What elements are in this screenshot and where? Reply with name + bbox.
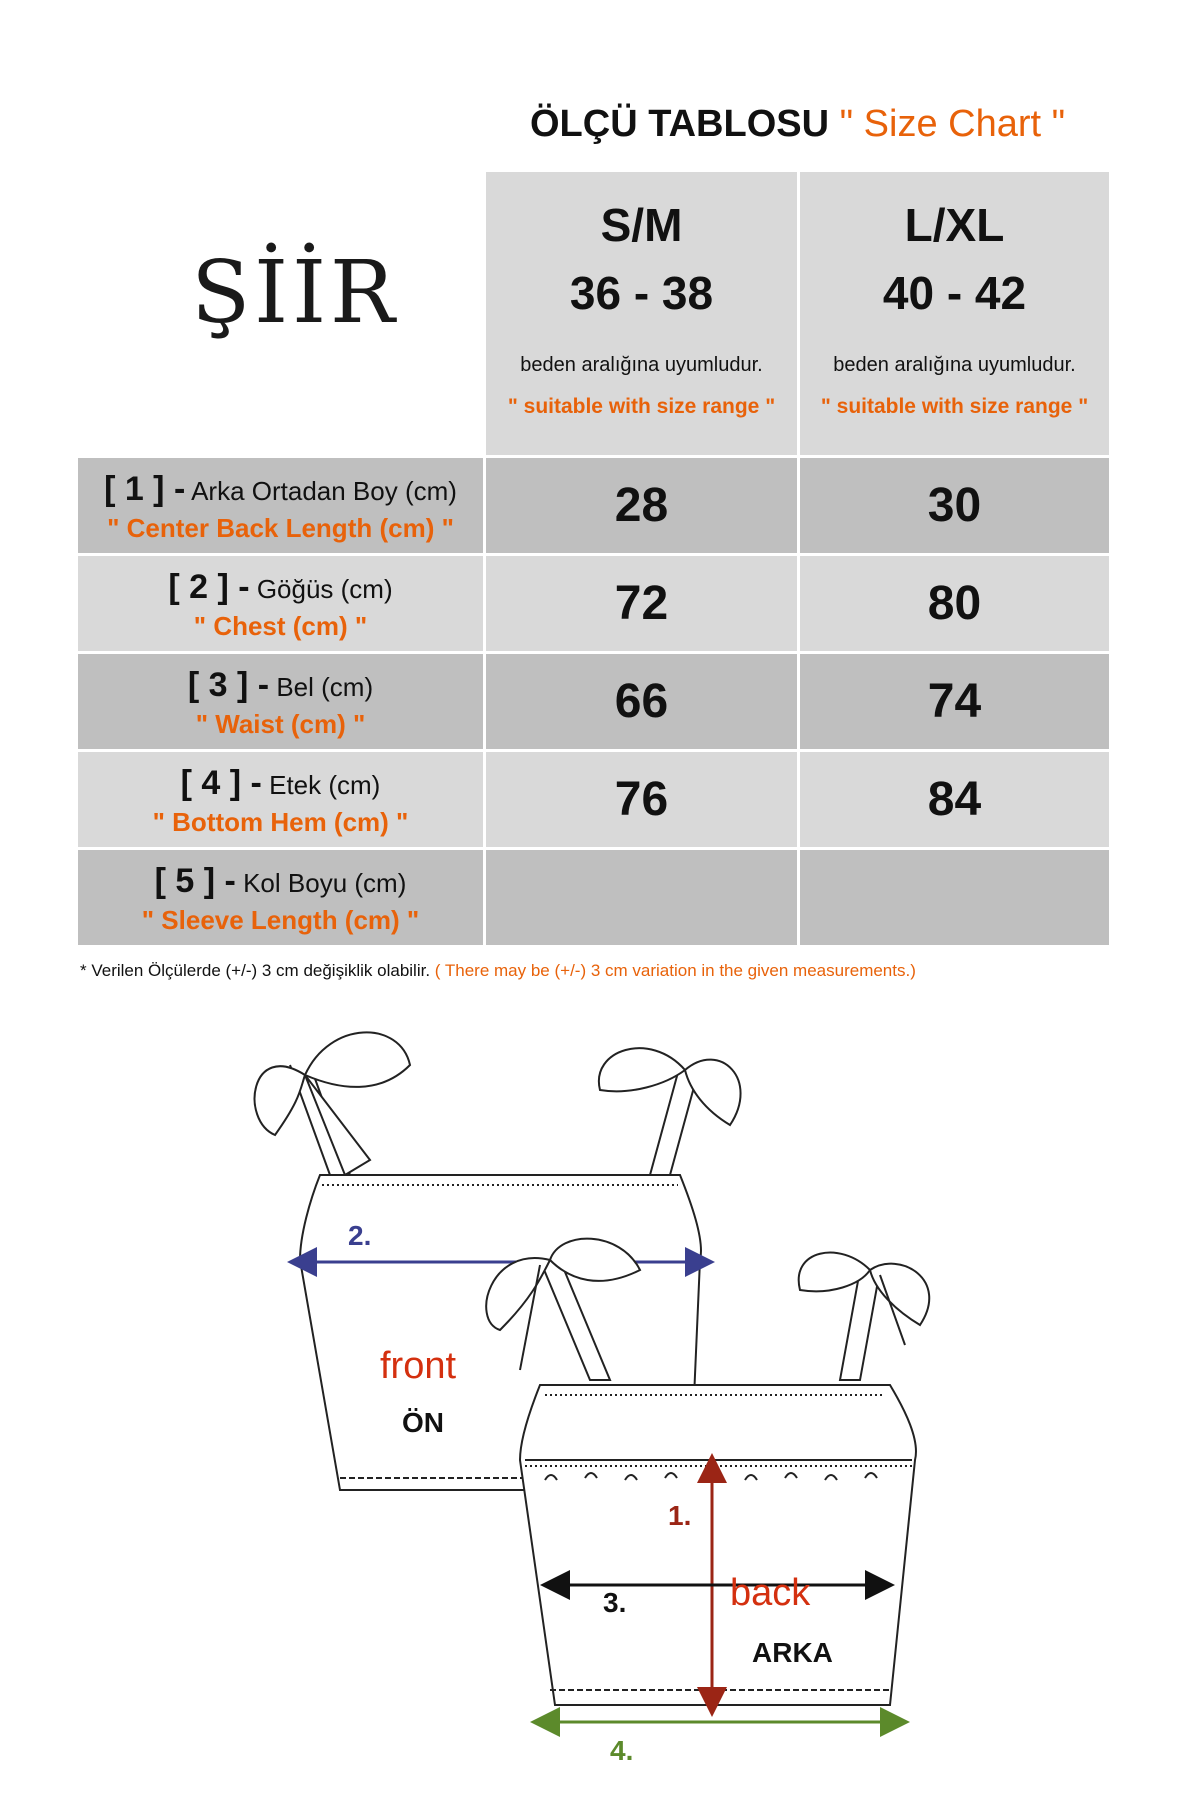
back-label-tr: ARKA <box>752 1637 833 1668</box>
measurement-name-en: " Bottom Hem (cm) " <box>152 807 409 837</box>
size-range: 36 - 38 <box>569 267 714 319</box>
value-lxl: 84 <box>800 752 1109 847</box>
value-lxl: 74 <box>800 654 1109 749</box>
measurement-marker-3: 3. <box>603 1587 627 1618</box>
size-chart-title <box>530 103 1065 146</box>
value-sm: 76 <box>486 752 797 847</box>
table-row <box>78 752 1109 847</box>
measurement-label <box>78 654 483 749</box>
measurement-label <box>78 752 483 847</box>
measurement-name-tr: Göğüs (cm) <box>256 574 393 604</box>
value-sm: 28 <box>486 458 797 553</box>
measurement-name-tr: Kol Boyu (cm) <box>243 868 407 898</box>
table-row <box>78 850 1109 945</box>
title-english: " Size Chart " <box>839 103 1066 145</box>
measurement-marker-4: 4. <box>610 1735 634 1766</box>
measurement-number: [ 2 ] - <box>168 568 250 606</box>
value-sm: 66 <box>486 654 797 749</box>
measurement-name-en: " Chest (cm) " <box>193 611 368 641</box>
measurement-number: [ 1 ] - <box>104 470 186 508</box>
measurement-name-tr: Bel (cm) <box>276 672 374 702</box>
measurement-name-en: " Sleeve Length (cm) " <box>141 905 420 935</box>
front-label-tr: ÖN <box>402 1407 444 1438</box>
measurement-name-tr: Arka Ortadan Boy (cm) <box>191 476 457 506</box>
measurement-marker-2: 2. <box>348 1220 372 1251</box>
size-note-tr: beden aralığına uyumludur. <box>833 354 1076 376</box>
table-row <box>78 654 1109 749</box>
tolerance-note <box>80 961 916 981</box>
size-note-en: " suitable with size range " <box>820 395 1089 418</box>
front-label-en: front <box>380 1345 457 1387</box>
measurement-marker-1: 1. <box>668 1500 692 1531</box>
size-label: S/M <box>600 199 683 251</box>
measurement-number: [ 3 ] - <box>187 666 270 704</box>
garment-diagram <box>0 990 1200 1800</box>
measurement-number: [ 5 ] - <box>154 862 236 900</box>
value-lxl: 30 <box>800 458 1109 553</box>
measurement-name-tr: Etek (cm) <box>269 770 381 800</box>
brand-logo: ŞİİR <box>191 243 399 343</box>
value-lxl <box>800 850 1109 945</box>
back-label-en: back <box>730 1572 811 1614</box>
title-turkish: ÖLÇÜ TABLOSU <box>530 103 830 145</box>
value-sm: 72 <box>486 556 797 651</box>
measurement-label <box>78 850 483 945</box>
size-range: 40 - 42 <box>882 267 1027 319</box>
value-lxl: 80 <box>800 556 1109 651</box>
table-row <box>78 458 1109 553</box>
measurement-name-en: " Waist (cm) " <box>195 709 366 739</box>
size-label: L/XL <box>904 199 1005 251</box>
measurement-number: [ 4 ] - <box>180 764 262 802</box>
size-header-lxl <box>800 172 1109 455</box>
value-sm <box>486 850 797 945</box>
size-note-en: " suitable with size range " <box>507 395 776 418</box>
size-note-tr: beden aralığına uyumludur. <box>520 354 763 376</box>
note-en: ( There may be (+/-) 3 cm variation in the given measurements.) <box>434 961 916 980</box>
note-tr: * Verilen Ölçülerde (+/-) 3 cm değişiklik olabilir. <box>80 961 431 980</box>
measurement-name-en: " Center Back Length (cm) " <box>107 513 454 543</box>
size-header-sm <box>486 172 797 455</box>
table-row <box>78 556 1109 651</box>
measurement-label <box>78 556 483 651</box>
measurement-label <box>78 458 483 553</box>
